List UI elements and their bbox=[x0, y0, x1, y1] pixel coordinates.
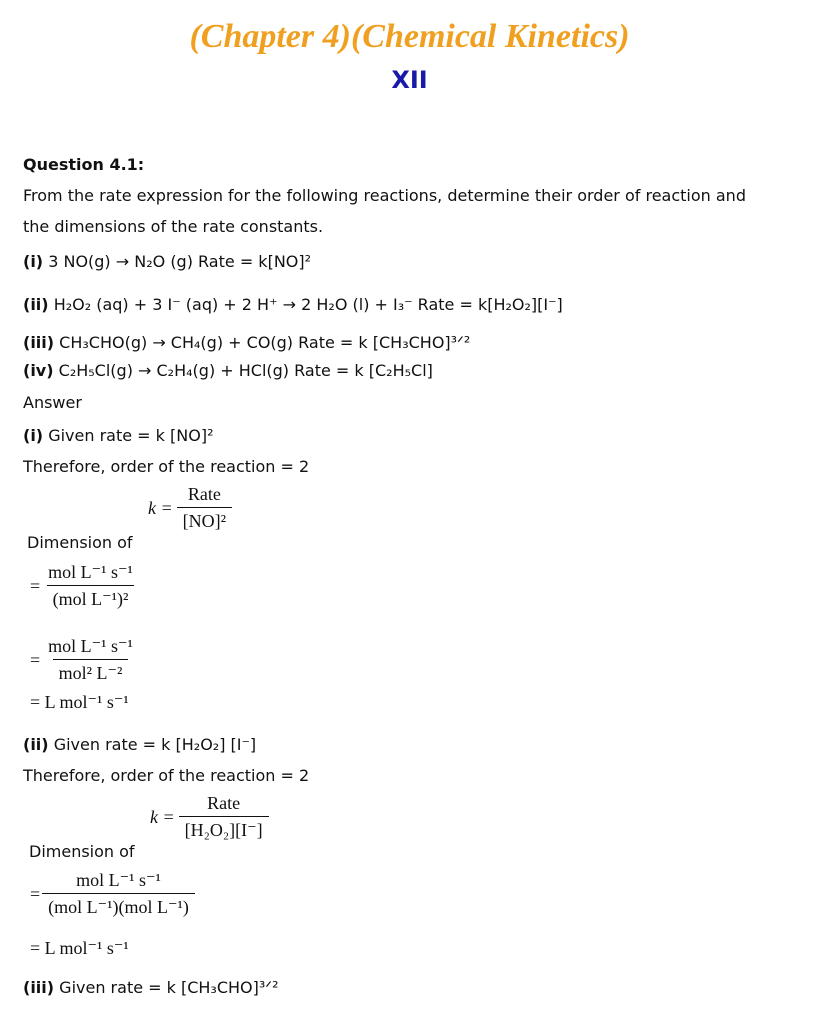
answer-label: Answer bbox=[23, 393, 82, 412]
answer-part-ii-order: Therefore, order of the reaction = 2 bbox=[23, 766, 310, 785]
given-rate: Given rate = k [CH₃CHO]³ᐟ² bbox=[59, 978, 279, 997]
question-label: Question 4.1: bbox=[23, 155, 145, 174]
fraction-denominator: (mol L⁻¹)² bbox=[47, 585, 135, 610]
dimension-result-i: = L mol⁻¹ s⁻¹ bbox=[30, 692, 129, 712]
dimension-step2-i: = $\frac{\text{mol L⁻¹ s⁻¹}}{\text{mol² L⁻²}}$ bbox=[30, 636, 139, 684]
item-text: H₂O₂ (aq) + 3 I⁻ (aq) + 2 H⁺ → 2 H₂O (l) + I₃⁻ Rate = k[H₂O₂][I⁻] bbox=[53, 295, 563, 314]
reaction-item-iii bbox=[23, 333, 470, 352]
fraction-numerator: mol L⁻¹ s⁻¹ bbox=[76, 870, 161, 890]
item-number: (iii) bbox=[23, 333, 55, 352]
answer-part-i-given bbox=[23, 426, 213, 445]
fraction-numerator: Rate bbox=[187, 484, 221, 504]
question-text-line1: From the rate expression for the following reactions, determine their order of reaction and bbox=[23, 186, 746, 205]
item-text: C₂H₅Cl(g) → C₂H₄(g) + HCl(g) Rate = k [C₂H₅Cl] bbox=[58, 361, 433, 380]
question-text-line2: the dimensions of the rate constants. bbox=[23, 217, 324, 236]
fraction-numerator: mol L⁻¹ s⁻¹ bbox=[48, 562, 133, 582]
answer-part-iii-given bbox=[23, 978, 278, 997]
k-lhs: k = bbox=[150, 806, 175, 827]
part-number: (ii) bbox=[23, 735, 49, 754]
item-number: (ii) bbox=[23, 295, 49, 314]
item-number: (iv) bbox=[23, 361, 54, 380]
fraction-denominator: mol² L⁻² bbox=[53, 659, 129, 684]
answer-part-i-order: Therefore, order of the reaction = 2 bbox=[23, 457, 310, 476]
k-lhs: k = bbox=[148, 497, 173, 518]
given-rate: Given rate = k [H₂O₂] [I⁻] bbox=[53, 735, 257, 754]
chapter-title: (Chapter 4)(Chemical Kinetics) bbox=[189, 18, 630, 55]
reaction-item-ii bbox=[23, 295, 563, 314]
item-text: CH₃CHO(g) → CH₄(g) + CO(g) Rate = k [CH₃CHO]³ᐟ² bbox=[59, 333, 471, 352]
item-text: 3 NO(g) → N₂O (g) Rate = k[NO]² bbox=[48, 252, 312, 271]
rate-constant-equation-i bbox=[148, 484, 232, 532]
part-number: (i) bbox=[23, 426, 44, 445]
dimension-result-ii: = L mol⁻¹ s⁻¹ bbox=[30, 938, 129, 958]
part-number: (iii) bbox=[23, 978, 55, 997]
fraction-denominator: (mol L⁻¹)(mol L⁻¹) bbox=[42, 893, 195, 918]
dimension-step1-ii: = $\frac{\text{mol L⁻¹ s⁻¹}}{\text{(mol L⁻¹)(mol L⁻¹)}}$ bbox=[30, 870, 195, 918]
grade-label: XII bbox=[391, 66, 428, 94]
reaction-item-iv bbox=[23, 361, 433, 380]
dimension-label-ii: Dimension of bbox=[29, 842, 135, 861]
item-number: (i) bbox=[23, 252, 44, 271]
dimension-label-i: Dimension of bbox=[27, 533, 133, 552]
reaction-item-i bbox=[23, 252, 311, 271]
answer-part-ii-given bbox=[23, 735, 256, 754]
fraction-denominator: [H₂O₂][I⁻] bbox=[179, 816, 269, 841]
fraction-numerator: mol L⁻¹ s⁻¹ bbox=[48, 636, 133, 656]
fraction-numerator: Rate bbox=[207, 793, 241, 813]
given-rate: Given rate = k [NO]² bbox=[48, 426, 214, 445]
fraction-denominator: [NO]² bbox=[177, 507, 232, 532]
dimension-step1-i: = $\frac{\text{mol L⁻¹ s⁻¹}}{\text{(mol L⁻¹)²}}$ bbox=[30, 562, 139, 610]
rate-constant-equation-ii bbox=[150, 793, 269, 841]
